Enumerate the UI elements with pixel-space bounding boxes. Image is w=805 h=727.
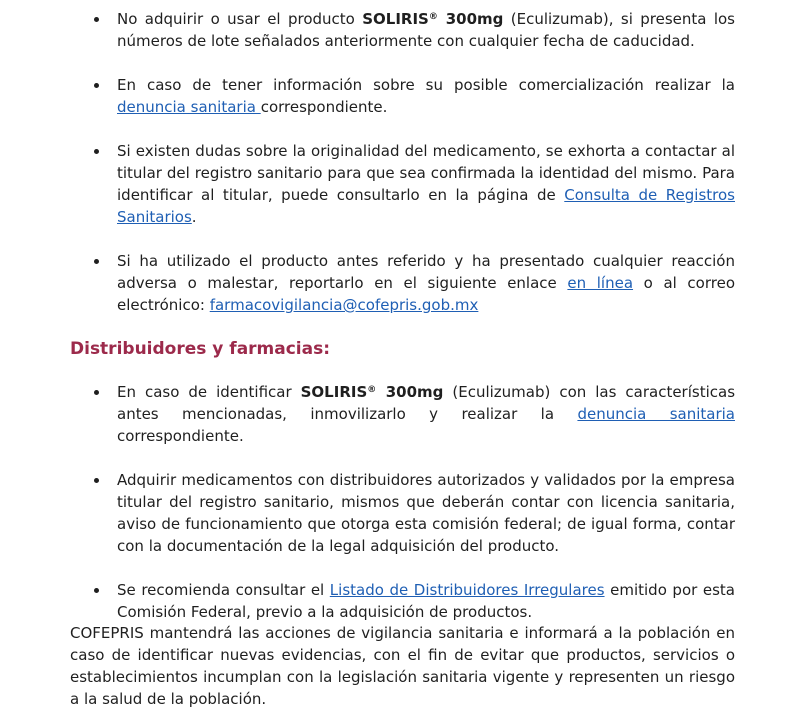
list-item: Se recomienda consultar el Listado de Distribuidores Irregulares emitido por esta Comisión Federal, previo a la adquisición de productos. — [70, 579, 735, 623]
product-name: SOLIRIS — [300, 383, 368, 401]
bullet-icon — [94, 259, 99, 264]
list-item: Adquirir medicamentos con distribuidores autorizados y validados por la empresa titular del registro sanitario, mismos que deberán contar con licencia sanitaria, aviso de funcionamiento que otorga esta comisión federal; de igual forma, contar con la documentación de la legal adquisición del producto. — [70, 469, 735, 557]
product-dose: 300mg — [376, 383, 444, 401]
bullet-icon — [94, 83, 99, 88]
list-item: En caso de tener información sobre su posible comercialización realizar la denuncia sanitaria correspondiente. — [70, 74, 735, 118]
bullet-icon — [94, 478, 99, 483]
list-item: No adquirir o usar el producto SOLIRIS® 300mg (Eculizumab), si presenta los números de lote señalados anteriormente con cualquier fecha de caducidad. — [70, 8, 735, 52]
bullet-icon — [94, 588, 99, 593]
list-item: Si ha utilizado el producto antes referido y ha presentado cualquier reacción adversa o malestar, reportarlo en el siguiente enlace en línea o al correo electrónico: farmacovigilancia@cofepris.gob.mx — [70, 250, 735, 316]
en-linea-link[interactable]: en línea — [567, 274, 634, 292]
distributor-recommendations-list — [70, 381, 735, 623]
consumer-recommendations-list — [70, 8, 735, 316]
product-name: SOLIRIS — [362, 10, 429, 28]
product-dose: 300mg — [437, 10, 504, 28]
section-heading-distribuidores: Distribuidores y farmacias: — [70, 339, 331, 359]
denuncia-sanitaria-link[interactable]: denuncia sanitaria — [577, 405, 735, 423]
bullet-icon — [94, 390, 99, 395]
closing-paragraph: COFEPRIS mantendrá las acciones de vigilancia sanitaria e informará a la población en caso de identificar nuevas evidencias, con el fin de evitar que productos, servicios o establecimientos incumplan con la legislación sanitaria vigente y representen un riesgo a la salud de la población. — [70, 624, 735, 708]
denuncia-sanitaria-link[interactable]: denuncia sanitaria — [117, 98, 261, 116]
bullet-icon — [94, 149, 99, 154]
list-item: En caso de identificar SOLIRIS® 300mg (Eculizumab) con las características antes mencionadas, inmovilizarlo y realizar la denuncia sanitaria correspondiente. — [70, 381, 735, 447]
bullet-icon — [94, 17, 99, 22]
list-item: Si existen dudas sobre la originalidad del medicamento, se exhorta a contactar al titular del registro sanitario para que sea confirmada la identidad del mismo. Para identificar al titular, puede consultarlo en la página de Consulta de Registros Sanitarios. — [70, 140, 735, 228]
consulta-registros-sanitarios-link[interactable]: Consulta de Registros Sanitarios — [117, 186, 735, 226]
email-link[interactable]: farmacovigilancia@cofepris.gob.mx — [209, 296, 479, 314]
listado-distribuidores-irregulares-link[interactable]: Listado de Distribuidores Irregulares — [329, 581, 605, 599]
